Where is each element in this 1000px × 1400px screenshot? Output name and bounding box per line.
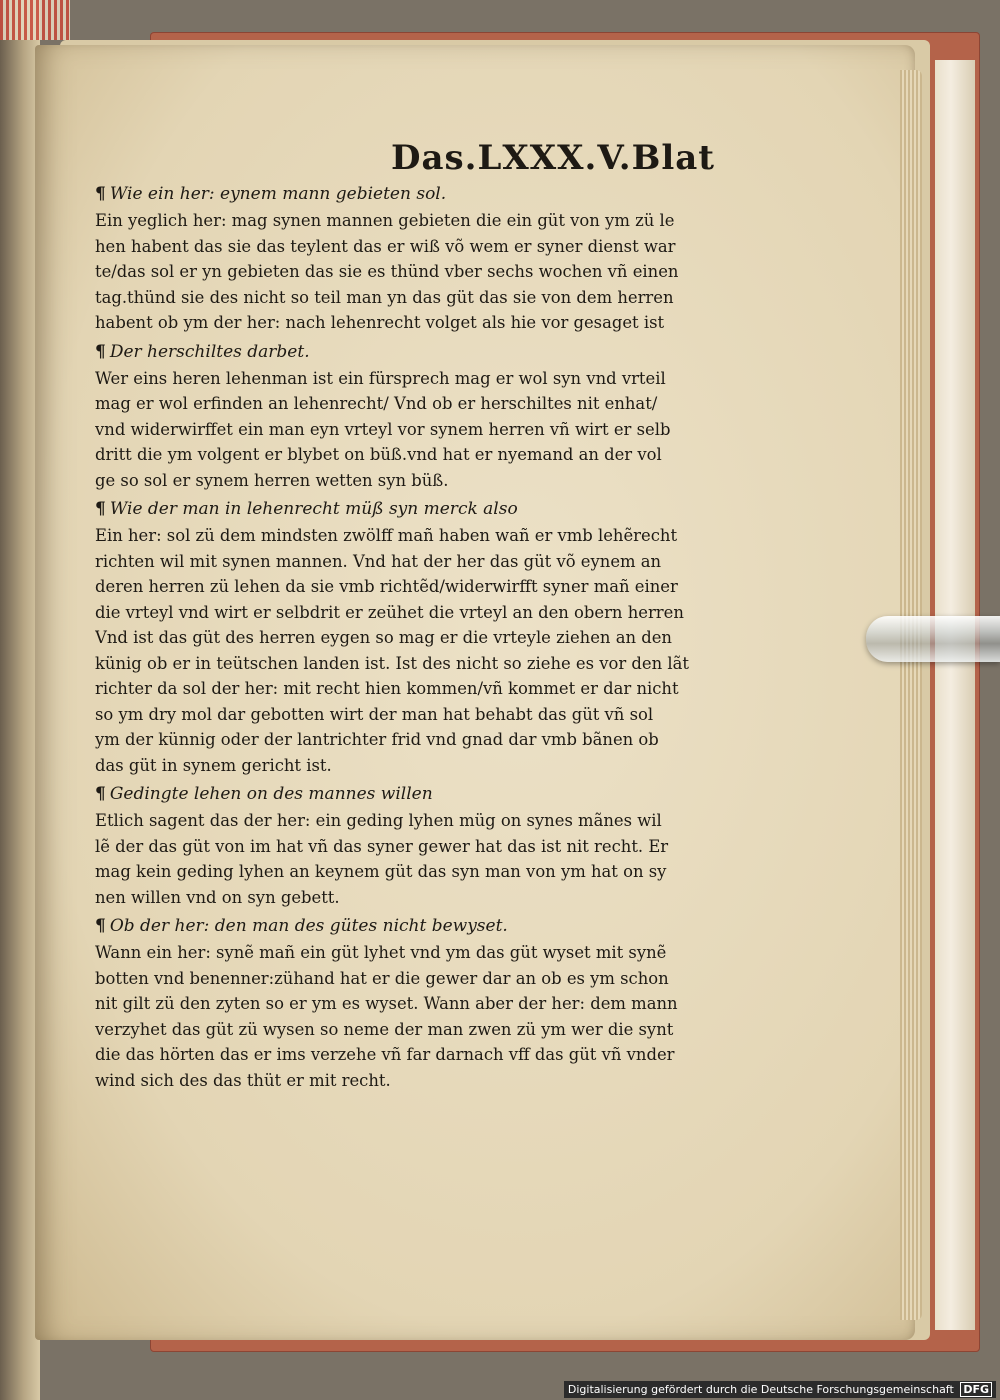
text-line: ge so sol er synem herren wetten syn büß.: [95, 470, 449, 490]
footer-credit: [564, 1381, 996, 1398]
facing-page-edge: [0, 0, 40, 1400]
text-line: deren herren zü lehen da sie vmb richtẽd/widerwirfft syner mañ einer: [95, 577, 678, 596]
section-heading-text: Wie der man in lehenrecht müß syn merck also: [109, 499, 518, 519]
text-line: Vnd ist das güt des herren eygen so mag er die vrteyle ziehen an den: [95, 628, 672, 647]
dfg-logo: DFG: [960, 1382, 992, 1397]
text-line: te/das sol er yn gebieten das sie es thünd vber sechs wochen vñ einen: [95, 262, 679, 281]
text-line: botten vnd benenner:zühand hat er die gewer dar an ob es ym schon: [95, 968, 669, 988]
text-line: Etlich sagent das der her: ein geding lyhen müg on synes mãnes wil: [95, 811, 662, 830]
text-block: [95, 138, 715, 1093]
section-heading-text: Wie ein her: eynem mann gebieten sol.: [109, 184, 447, 204]
text-line: die vrteyl vnd wirt er selbdrit er zeühet die vrteyl an den obern herren: [95, 602, 684, 622]
text-line: vnd widerwirffet ein man eyn vrteyl vor synem herren vñ wirt er selb: [95, 419, 671, 439]
cover-edge: [935, 60, 975, 1330]
section-heading: [95, 916, 715, 936]
footer-text: Digitalisierung gefördert durch die Deutsche Forschungsgemeinschaft: [567, 1383, 954, 1396]
text-line: künig ob er in teütschen landen ist. Ist des nicht so ziehe es vor den lãt: [95, 653, 689, 673]
text-line: richten wil mit synen mannen. Vnd hat der her das güt võ eynem an: [95, 551, 662, 571]
text-line: richter da sol der her: mit recht hien kommen/vñ kommet er dar nicht: [95, 679, 679, 698]
section-heading-text: Ob der her: den man des gütes nicht bewyset.: [109, 916, 508, 936]
text-line: so ym dry mol dar gebotten wirt der man hat behabt das güt vñ sol: [95, 704, 654, 724]
section-paragraph: [95, 808, 715, 910]
text-line: verzyhet das güt zü wysen so neme der man zwen zü ym wer die synt: [95, 1019, 674, 1039]
text-line: Ein her: sol zü dem mindsten zwölff mañ haben wañ er vmb lehẽrecht: [95, 526, 678, 545]
paragraph-mark-icon: ¶: [95, 784, 106, 804]
section-heading-text: Gedingte lehen on des mannes willen: [109, 784, 433, 804]
section-paragraph: [95, 940, 715, 1093]
paragraph-mark-icon: ¶: [95, 341, 106, 362]
text-line: nen willen vnd on syn gebett.: [95, 887, 340, 907]
text-line: lẽ der das güt von im hat vñ das syner gewer hat das ist nit recht. Er: [95, 836, 669, 856]
section-heading: [95, 342, 715, 362]
text-line: dritt die ym volgent er blybet on büß.vnd hat er nyemand an der vol: [95, 445, 662, 464]
text-line: Ein yeglich her: mag synen mannen gebieten die ein güt von ym zü le: [95, 211, 675, 230]
text-line: nit gilt zü den zyten so er ym es wyset. Wann aber der her: dem mann: [95, 994, 678, 1013]
text-line: die das hörten das er ims verzehe vñ far darnach vff das güt vñ vnder: [95, 1045, 675, 1064]
section-paragraph: [95, 523, 715, 778]
glass-page-weight: [866, 616, 1000, 662]
section-heading: [95, 184, 715, 204]
section-heading-text: Der herschiltes darbet.: [109, 341, 310, 362]
sections-container: [95, 184, 715, 1093]
text-line: tag.thünd sie des nicht so teil man yn das güt das sie von dem herren: [95, 287, 674, 307]
text-line: mag er wol erfinden an lehenrecht/ Vnd ob er herschiltes nit enhat/: [95, 394, 658, 413]
text-line: Wann ein her: synẽ mañ ein güt lyhet vnd ym das güt wyset mit synẽ: [95, 943, 667, 962]
text-line: habent ob ym der her: nach lehenrecht volget als hie vor gesaget ist: [95, 313, 665, 332]
text-line: mag kein geding lyhen an keynem güt das syn man von ym hat on sy: [95, 862, 667, 881]
text-line: wind sich des das thüt er mit recht.: [95, 1070, 391, 1090]
paragraph-mark-icon: ¶: [95, 916, 106, 936]
section-heading: [95, 499, 715, 519]
page-header: Das.LXXX.V.Blat: [390, 138, 715, 178]
text-line: Wer eins heren lehenman ist ein fürsprech mag er wol syn vnd vrteil: [95, 368, 666, 388]
text-line: das güt in synem gericht ist.: [95, 755, 332, 775]
section-paragraph: [95, 208, 715, 336]
headband: [0, 0, 70, 40]
paragraph-mark-icon: ¶: [95, 499, 106, 519]
section-paragraph: [95, 366, 715, 494]
text-line: ym der künnig oder der lantrichter frid vnd gnad dar vmb bãnen ob: [95, 730, 659, 749]
page-edges: [900, 70, 922, 1320]
section-heading: [95, 784, 715, 804]
text-line: hen habent das sie das teylent das er wiß võ wem er syner dienst war: [95, 236, 676, 256]
paragraph-mark-icon: ¶: [95, 184, 106, 204]
